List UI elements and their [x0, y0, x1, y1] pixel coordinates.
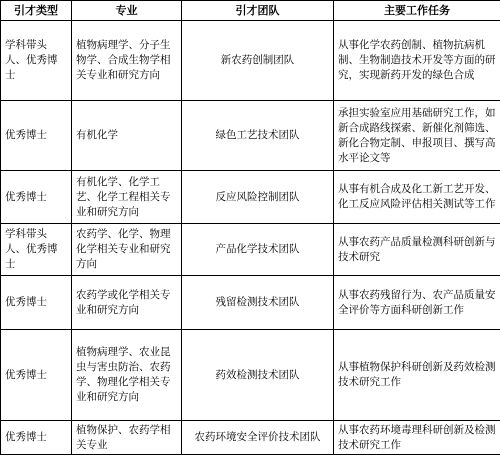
team-cell: 绿色工艺技术团队 [182, 101, 334, 171]
major-cell: 有机化学、化学工艺、化学工程相关专业和研究方向 [72, 171, 182, 224]
header-main-tasks: 主要工作任务 [334, 1, 500, 21]
table-row [1, 21, 500, 101]
talent-type-cell: 优秀博士 [1, 276, 72, 330]
team-cell: 残留检测技术团队 [182, 276, 334, 330]
header-major: 专业 [72, 1, 182, 21]
major-cell: 有机化学 [72, 101, 182, 171]
team-cell: 药效检测技术团队 [182, 330, 334, 421]
talent-type-cell: 优秀博士 [1, 421, 72, 455]
task-cell: 从事农药环境毒理科研创新及检测技术研究工作 [334, 421, 500, 455]
team-cell: 农药环境安全评价技术团队 [182, 421, 334, 455]
task-cell: 承担实验室应用基础研究工作，如新合成路线探索、新催化剂筛选、新化合物定制、申报项目、撰写高水平论文等 [334, 101, 500, 171]
major-cell: 植物保护、农药学相关专业 [72, 421, 182, 455]
table-header-row [1, 1, 500, 21]
table-row [1, 224, 500, 276]
talent-type-cell: 优秀博士 [1, 171, 72, 224]
major-cell: 农药学、化学、物理化学相关专业和研究方向 [72, 224, 182, 276]
task-cell: 从事农药产品质量检测科研创新与技术研究 [334, 224, 500, 276]
header-team: 引才团队 [182, 1, 334, 21]
major-cell: 农药学或化学相关专业和研究方向 [72, 276, 182, 330]
task-cell: 从事有机合成及化工新工艺开发、化工反应风险评估相关测试等工作 [334, 171, 500, 224]
major-cell: 植物病理学、农业昆虫与害虫防治、农药学、物理化学相关专业和研究方向 [72, 330, 182, 421]
talent-type-cell: 优秀博士 [1, 330, 72, 421]
talent-type-cell: 学科带头人、优秀博士 [1, 21, 72, 101]
table-row [1, 171, 500, 224]
talent-type-cell: 学科带头人、优秀博士 [1, 224, 72, 276]
header-talent-type: 引才类型 [1, 1, 72, 21]
table-row [1, 330, 500, 421]
task-cell: 从事植物保护科研创新及药效检测技术研究工作 [334, 330, 500, 421]
table-row [1, 421, 500, 455]
major-cell: 植物病理学、分子生物学、合成生物学相关专业和研究方向 [72, 21, 182, 101]
team-cell: 反应风险控制团队 [182, 171, 334, 224]
table-row [1, 276, 500, 330]
table-row [1, 101, 500, 171]
team-cell: 产品化学技术团队 [182, 224, 334, 276]
team-cell: 新农药创制团队 [182, 21, 334, 101]
talent-type-cell: 优秀博士 [1, 101, 72, 171]
task-cell: 从事农药残留行为、农产品质量安全评价等方面科研创新工作 [334, 276, 500, 330]
task-cell: 从事化学农药创制、植物抗病机制、生物制造技术开发等方面的研究，实现新药开发的绿色合成 [334, 21, 500, 101]
